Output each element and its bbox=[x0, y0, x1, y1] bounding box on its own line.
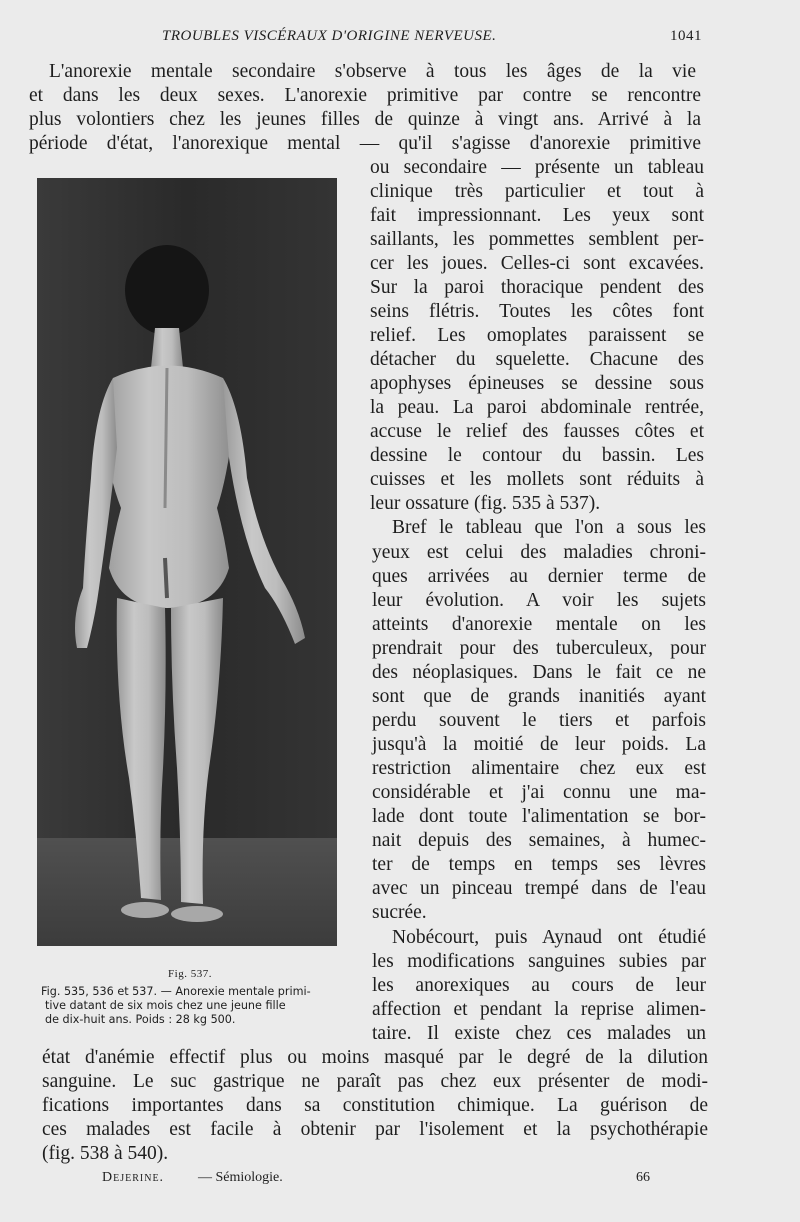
text-line: yeux est celui des maladies chroni- bbox=[372, 542, 706, 563]
text-line: dessine le contour du bassin. Les bbox=[370, 445, 704, 466]
text-line: sont que de grands inanitiés ayant bbox=[372, 686, 706, 707]
text-line: cuisses et les mollets sont réduits à bbox=[370, 469, 704, 490]
footer-sheet-number: 66 bbox=[636, 1170, 650, 1185]
text-line: restriction alimentaire chez eux est bbox=[372, 758, 706, 779]
caption-line: Fig. 535, 536 et 537. — Anorexie mentale primi- bbox=[41, 985, 311, 998]
page-number: 1041 bbox=[670, 28, 702, 44]
figure-photograph bbox=[37, 178, 337, 946]
text-line: affection et pendant la reprise alimen- bbox=[372, 999, 706, 1020]
text-line: perdu souvent le tiers et parfois bbox=[372, 710, 706, 731]
text-line: L'anorexie mentale secondaire s'observe à tous les âges de la vie bbox=[49, 61, 696, 82]
text-line: et dans les deux sexes. L'anorexie primitive par contre se rencontre bbox=[29, 85, 701, 106]
figure-image bbox=[37, 178, 337, 946]
text-line: leur ossature (fig. 535 à 537). bbox=[370, 493, 601, 514]
text-line: accuse le relief des fausses côtes et bbox=[370, 421, 704, 442]
paragraph-start: Nobécourt, puis Aynaud ont étudié bbox=[392, 927, 706, 948]
figure-number: Fig. 537. bbox=[168, 968, 212, 980]
text-line: ou secondaire — présente un tableau bbox=[370, 157, 704, 178]
text-line: les modifications sanguines subies par bbox=[372, 951, 706, 972]
text-line: les anorexiques au cours de leur bbox=[372, 975, 706, 996]
text-line: ter de temps en temps ses lèvres bbox=[372, 854, 706, 875]
text-line: fications importantes dans sa constitution chimique. La guérison de bbox=[42, 1095, 708, 1116]
text-line: apophyses épineuses se dessine sous bbox=[370, 373, 704, 394]
text-line: relief. Les omoplates paraissent se bbox=[370, 325, 704, 346]
text-line: leur évolution. A voir les sujets bbox=[372, 590, 706, 611]
text-line: saillants, les pommettes semblent per- bbox=[370, 229, 704, 250]
caption-line: tive datant de six mois chez une jeune fille bbox=[45, 999, 286, 1012]
text-line: sucrée. bbox=[372, 902, 427, 923]
text-line: considérable et j'ai connu une ma- bbox=[372, 782, 706, 803]
text-line: Sur la paroi thoracique pendent des bbox=[370, 277, 704, 298]
text-line: période d'état, l'anorexique mental — qu'il s'agisse d'anorexie primitive bbox=[29, 133, 701, 154]
footer-book-title: — Sémiologie. bbox=[198, 1170, 283, 1185]
text-line: ques arrivées au dernier terme de bbox=[372, 566, 706, 587]
text-line: prendrait pour des tuberculeux, pour bbox=[372, 638, 706, 659]
text-line: cer les joues. Celles-ci sont excavées. bbox=[370, 253, 704, 274]
paragraph-start: Bref le tableau que l'on a sous les bbox=[392, 517, 706, 538]
text-line: état d'anémie effectif plus ou moins masqué par le degré de la dilution bbox=[42, 1047, 708, 1068]
text-line: taire. Il existe chez ces malades un bbox=[372, 1023, 706, 1044]
text-line: seins flétris. Toutes les côtes font bbox=[370, 301, 704, 322]
text-line: ces malades est facile à obtenir par l'isolement et la psychothérapie bbox=[42, 1119, 708, 1140]
text-line: atteints d'anorexie mentale on les bbox=[372, 614, 706, 635]
text-line: sanguine. Le suc gastrique ne paraît pas chez eux présenter de modi- bbox=[42, 1071, 708, 1092]
text-line: des néoplasiques. Dans le fait ce ne bbox=[372, 662, 706, 683]
text-line: clinique très particulier et tout à bbox=[370, 181, 704, 202]
running-title: TROUBLES VISCÉRAUX D'ORIGINE NERVEUSE. bbox=[162, 28, 497, 44]
text-line: lade dont toute l'alimentation se bor- bbox=[372, 806, 706, 827]
text-line: détacher du squelette. Chacune des bbox=[370, 349, 704, 370]
figure-caption bbox=[41, 985, 346, 1027]
text-line: plus volontiers chez les jeunes filles de quinze à vingt ans. Arrivé à la bbox=[29, 109, 701, 130]
text-line: nait depuis des semaines, à humec- bbox=[372, 830, 706, 851]
caption-line: de dix-huit ans. Poids : 28 kg 500. bbox=[45, 1013, 236, 1026]
running-header bbox=[40, 28, 702, 50]
text-line: la peau. La paroi abdominale rentrée, bbox=[370, 397, 704, 418]
page-footer bbox=[102, 1170, 650, 1190]
text-line: fait impressionnant. Les yeux sont bbox=[370, 205, 704, 226]
footer-author: Dejerine. bbox=[102, 1170, 165, 1185]
text-line: jusqu'à la moitié de leur poids. La bbox=[372, 734, 706, 755]
text-line: avec un pinceau trempé dans de l'eau bbox=[372, 878, 706, 899]
text-line: (fig. 538 à 540). bbox=[42, 1143, 169, 1164]
